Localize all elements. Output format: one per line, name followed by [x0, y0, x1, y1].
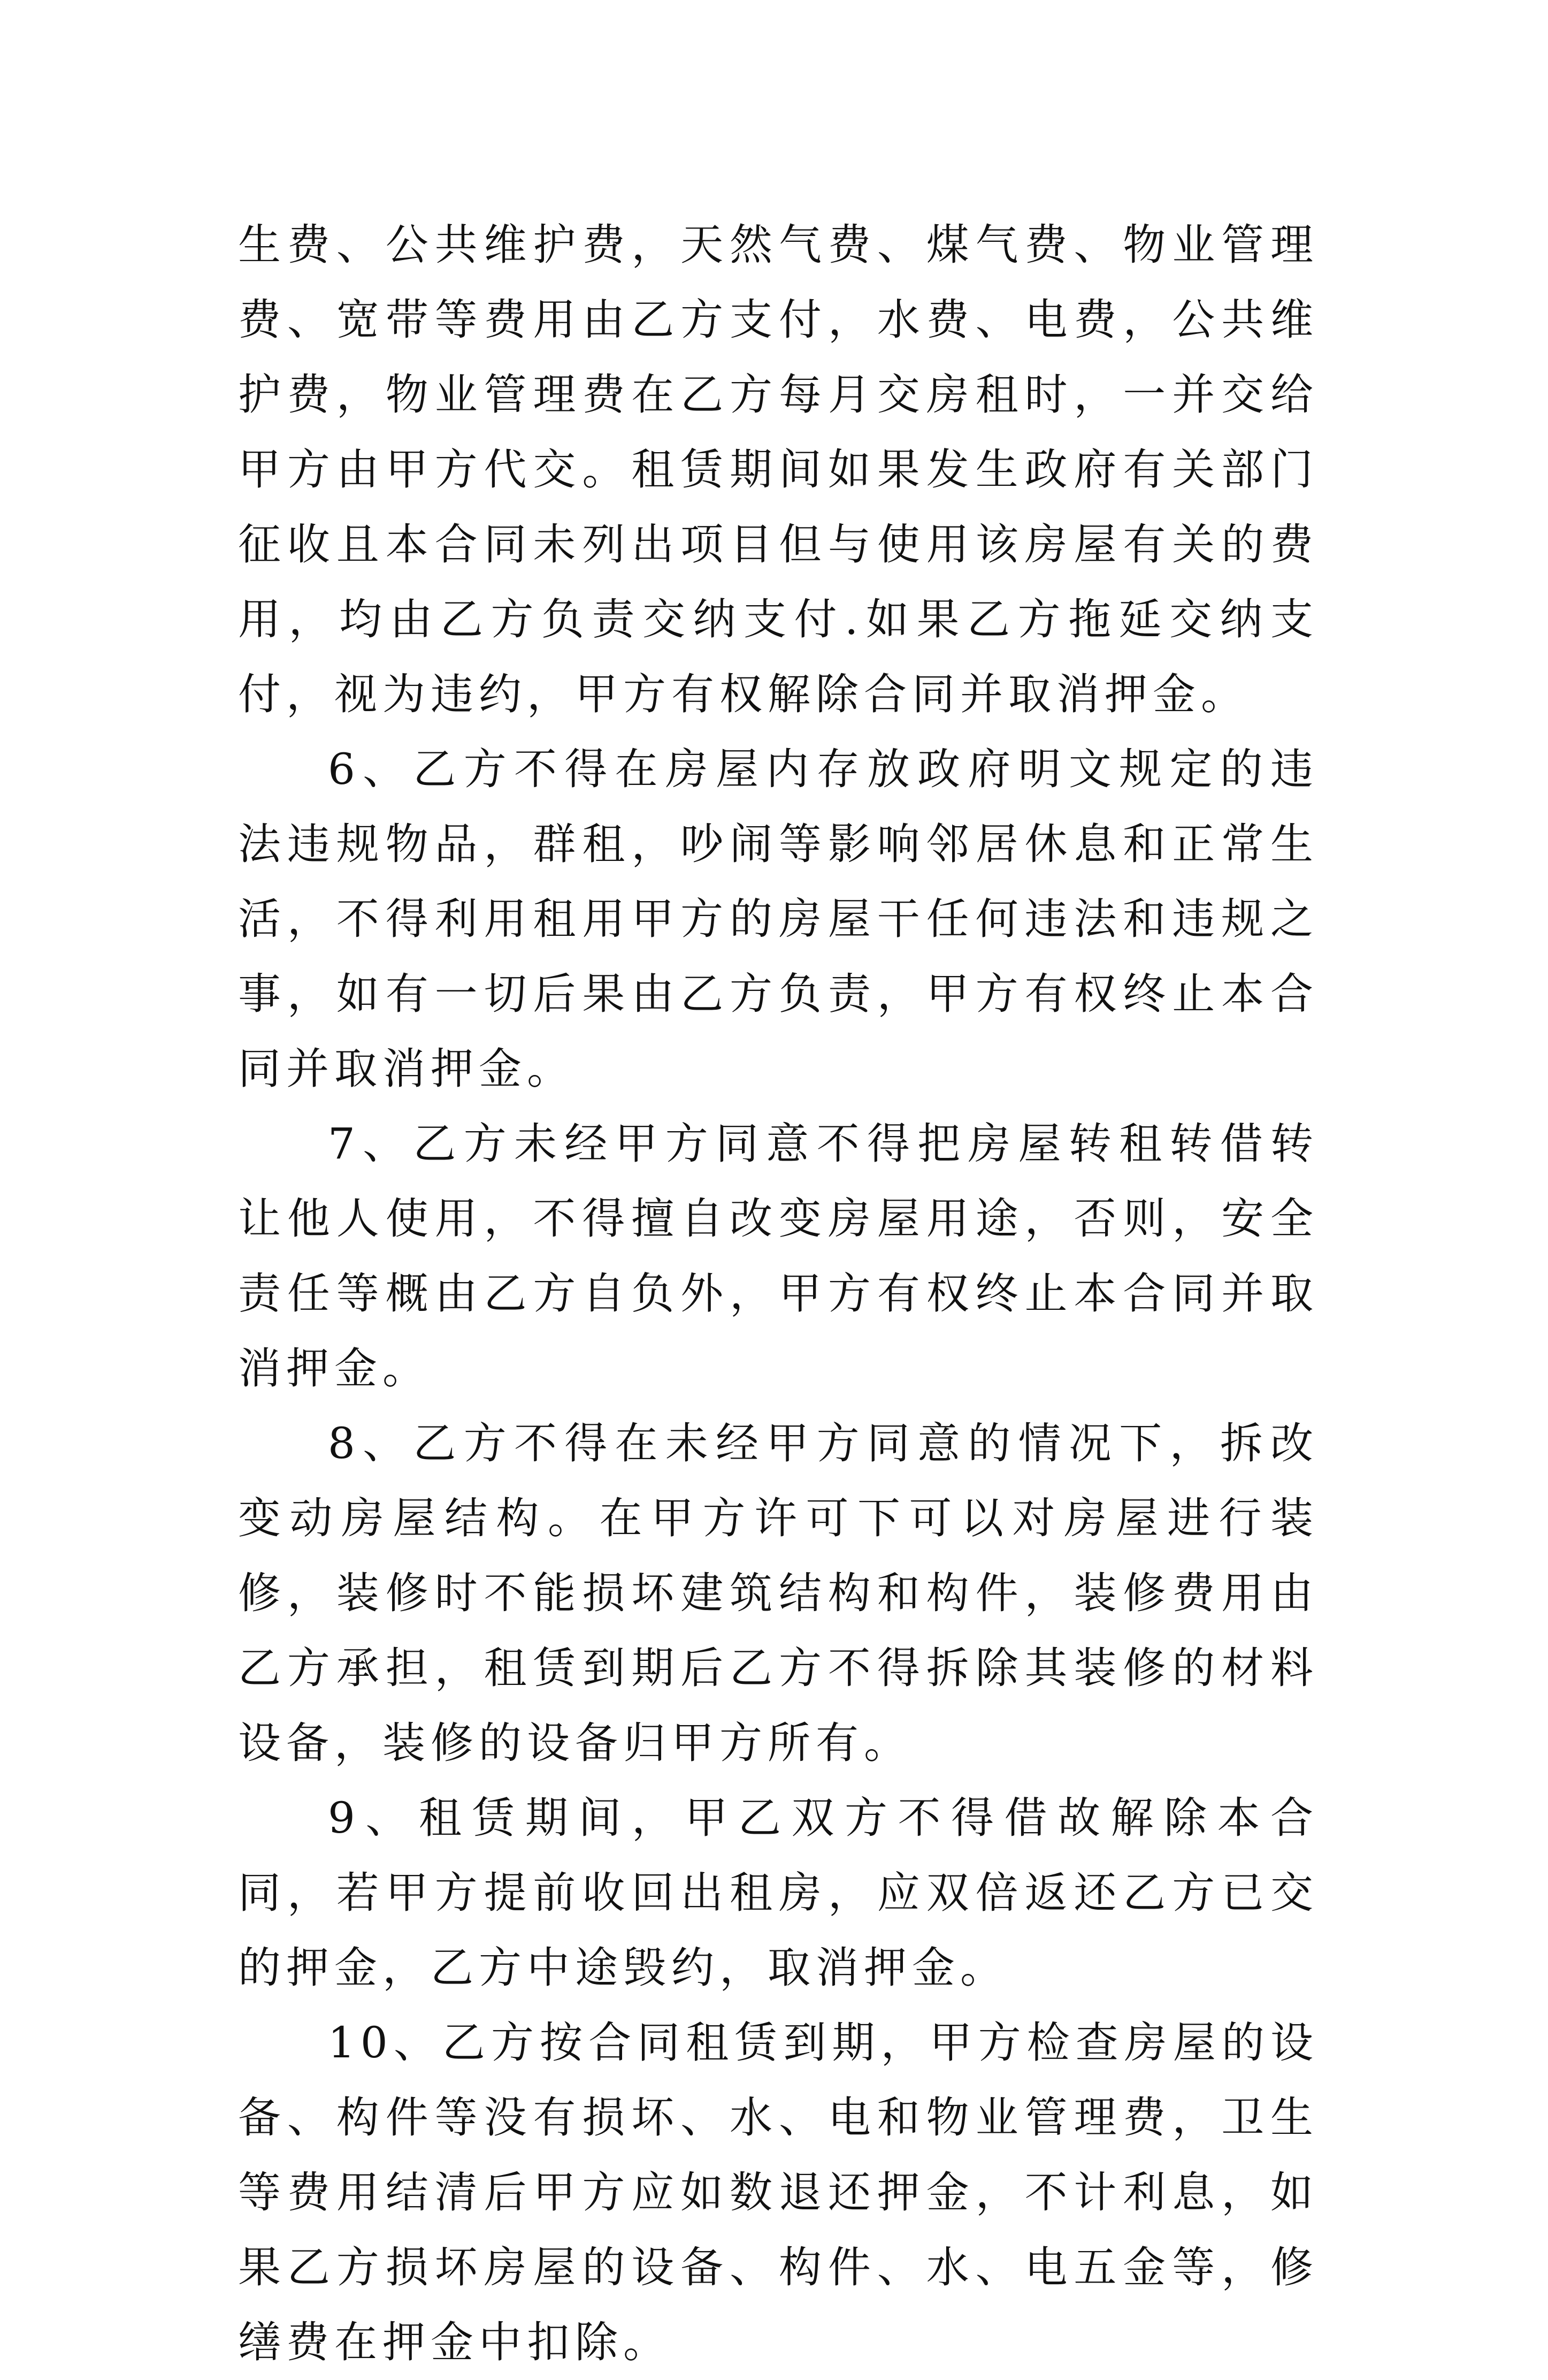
paragraph-continuation: 生费、公共维护费，天然气费、煤气费、物业管理费、宽带等费用由乙方支付，水费、电费，公共维护费，物业管理费在乙方每月交房租时，一并交给甲方由甲方代交。租赁期间如果发生政府有关部门征收且本合同未列出项目但与使用该房屋有关的费用，均由乙方负责交纳支付.如果乙方拖延交纳支付，视为违约，甲方有权解除合同并取消押金。	[238, 220, 1319, 719]
document-body	[238, 208, 1319, 2380]
paragraph-clause-8: 8、乙方不得在未经甲方同意的情况下，拆改变动房屋结构。在甲方许可下可以对房屋进行装修，装修时不能损坏建筑结构和构件，装修费用由乙方承担，租赁到期后乙方不得拆除其装修的材料设备，装修的设备归甲方所有。	[238, 1418, 1319, 1768]
paragraph-clause-7: 7、乙方未经甲方同意不得把房屋转租转借转让他人使用，不得擅自改变房屋用途，否则，安全责任等概由乙方自负外，甲方有权终止本合同并取消押金。	[238, 1119, 1319, 1393]
paragraph-clause-10: 10、乙方按合同租赁到期，甲方检查房屋的设备、构件等没有损坏、水、电和物业管理费，卫生等费用结清后甲方应如数退还押金，不计利息，如果乙方损坏房屋的设备、构件、水、电五金等，修缮费在押金中扣除。	[238, 2018, 1319, 2367]
paragraph-clause-9: 9、租赁期间，甲乙双方不得借故解除本合同，若甲方提前收回出租房，应双倍返还乙方已交的押金，乙方中途毁约，取消押金。	[238, 1793, 1319, 1993]
paragraph-clause-6: 6、乙方不得在房屋内存放政府明文规定的违法违规物品，群租，吵闹等影响邻居休息和正常生活，不得利用租用甲方的房屋干任何违法和违规之事，如有一切后果由乙方负责，甲方有权终止本合同并取消押金。	[238, 744, 1319, 1094]
